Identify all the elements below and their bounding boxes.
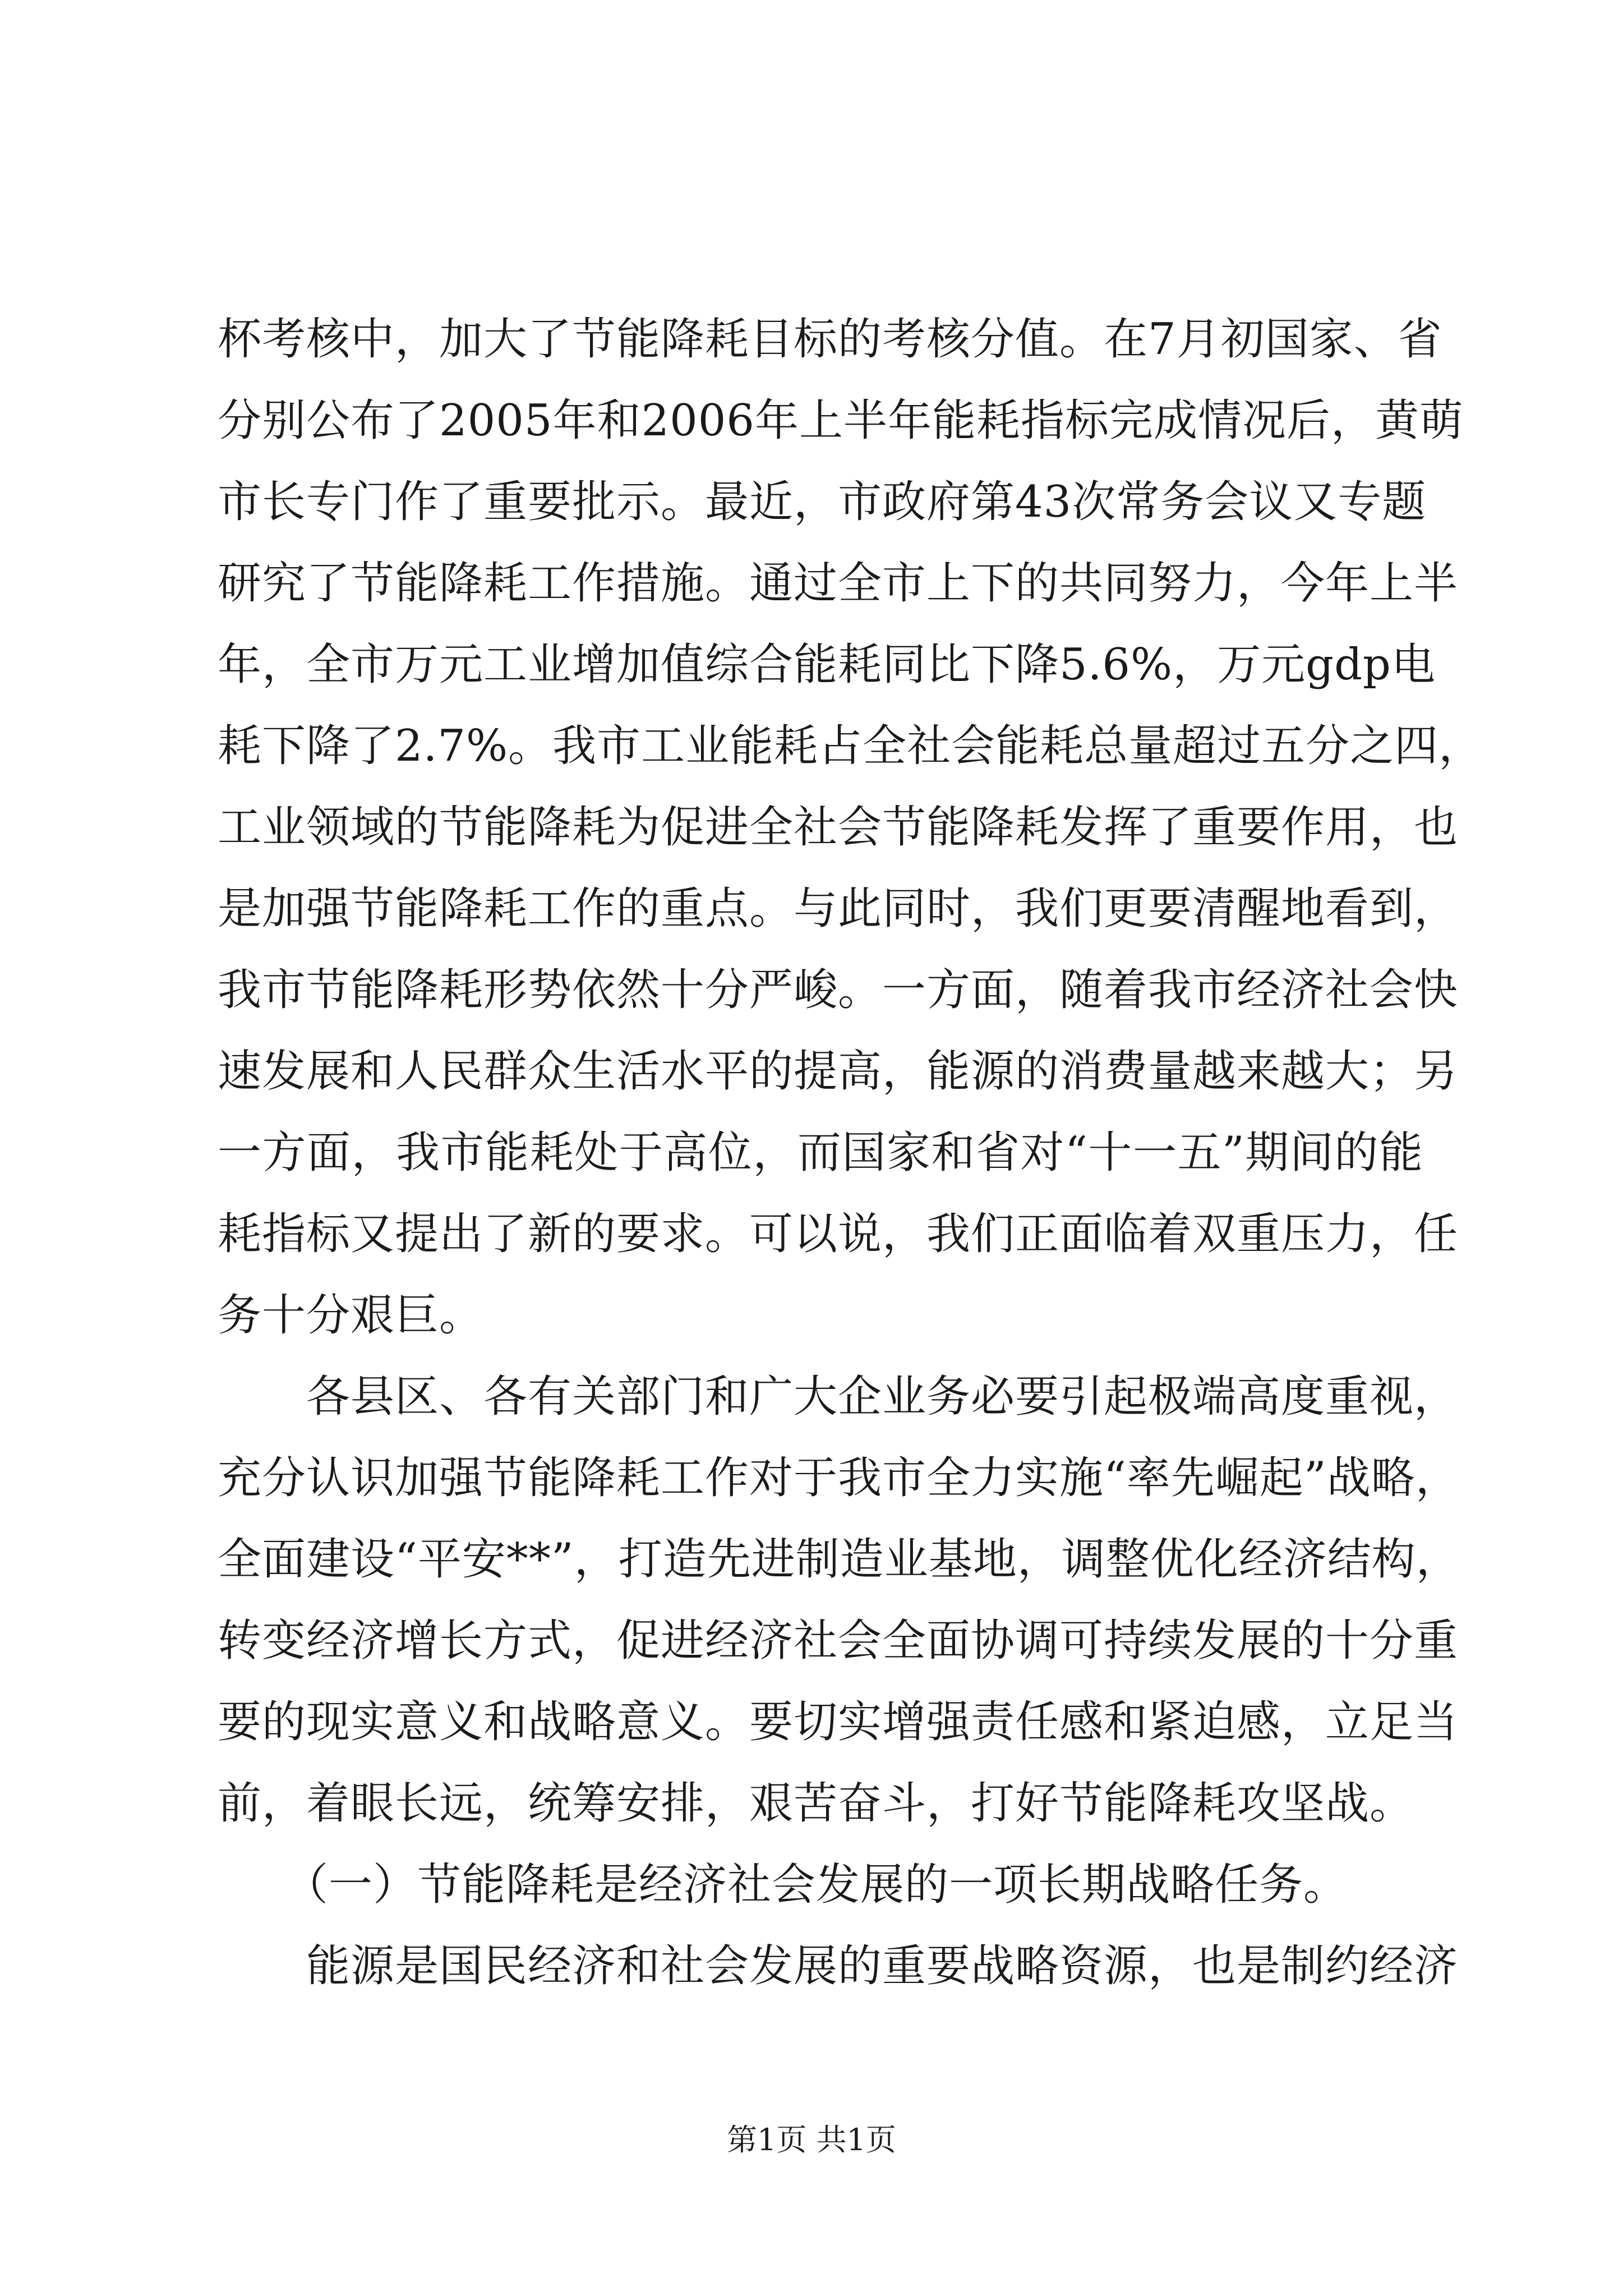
body-text-line: 务十分艰巨。 xyxy=(218,1290,484,1341)
body-text-line: 速发展和人民群众生活水平的提高，能源的消费量越来越大；另 xyxy=(218,1046,1459,1097)
body-text-line: 分别公布了2005年和2006年上半年能耗指标完成情况后，黄萌 xyxy=(218,395,1464,446)
body-text-line: 转变经济增长方式，促进经济社会全面协调可持续发展的十分重 xyxy=(218,1616,1459,1666)
body-text-line: 是加强节能降耗工作的重点。与此同时，我们更要清醒地看到， xyxy=(218,884,1459,934)
body-text-line: 工业领域的节能降耗为促进全社会节能降耗发挥了重要作用，也 xyxy=(218,802,1459,853)
body-text-line: 充分认识加强节能降耗工作对于我市全力实施“率先崛起”战略， xyxy=(218,1453,1460,1503)
body-text-line: 耗指标又提出了新的要求。可以说，我们正面临着双重压力，任 xyxy=(218,1209,1459,1259)
body-text-line: 杯考核中，加大了节能降耗目标的考核分值。在7月初国家、省 xyxy=(218,314,1442,365)
body-text-line: 市长专门作了重要批示。最近，市政府第43次常务会议又专题 xyxy=(218,477,1427,527)
body-text-line: 前，着眼长远，统筹安排，艰苦奋斗，打好节能降耗攻坚战。 xyxy=(218,1778,1414,1829)
page-footer: 第1页 共1页 xyxy=(727,2122,896,2157)
body-text-line: 耗下降了2.7%。我市工业能耗占全社会能耗总量超过五分之四， xyxy=(218,721,1483,771)
body-text-line: 要的现实意义和战略意义。要切实增强责任感和紧迫感，立足当 xyxy=(218,1697,1459,1747)
section-heading: （一）节能降耗是经济社会发展的一项长期战略任务。 xyxy=(218,1860,1348,1910)
body-text-line: 我市节能降耗形势依然十分严峻。一方面，随着我市经济社会快 xyxy=(218,965,1459,1015)
body-text-line: 研究了节能降耗工作措施。通过全市上下的共同努力，今年上半 xyxy=(218,558,1459,609)
body-text-line: 全面建设“平安**”，打造先进制造业基地，调整优化经济结构， xyxy=(218,1534,1460,1585)
body-text-line: 年，全市万元工业增加值综合能耗同比下降5.6%，万元gdp电 xyxy=(218,639,1436,690)
body-text-line: 各县区、各有关部门和广大企业务必要引起极端高度重视， xyxy=(218,1372,1459,1422)
body-text-line: 一方面，我市能耗处于高位，而国家和省对“十一五”期间的能 xyxy=(218,1128,1423,1178)
body-text-line: 能源是国民经济和社会发展的重要战略资源，也是制约经济 xyxy=(218,1941,1459,1991)
